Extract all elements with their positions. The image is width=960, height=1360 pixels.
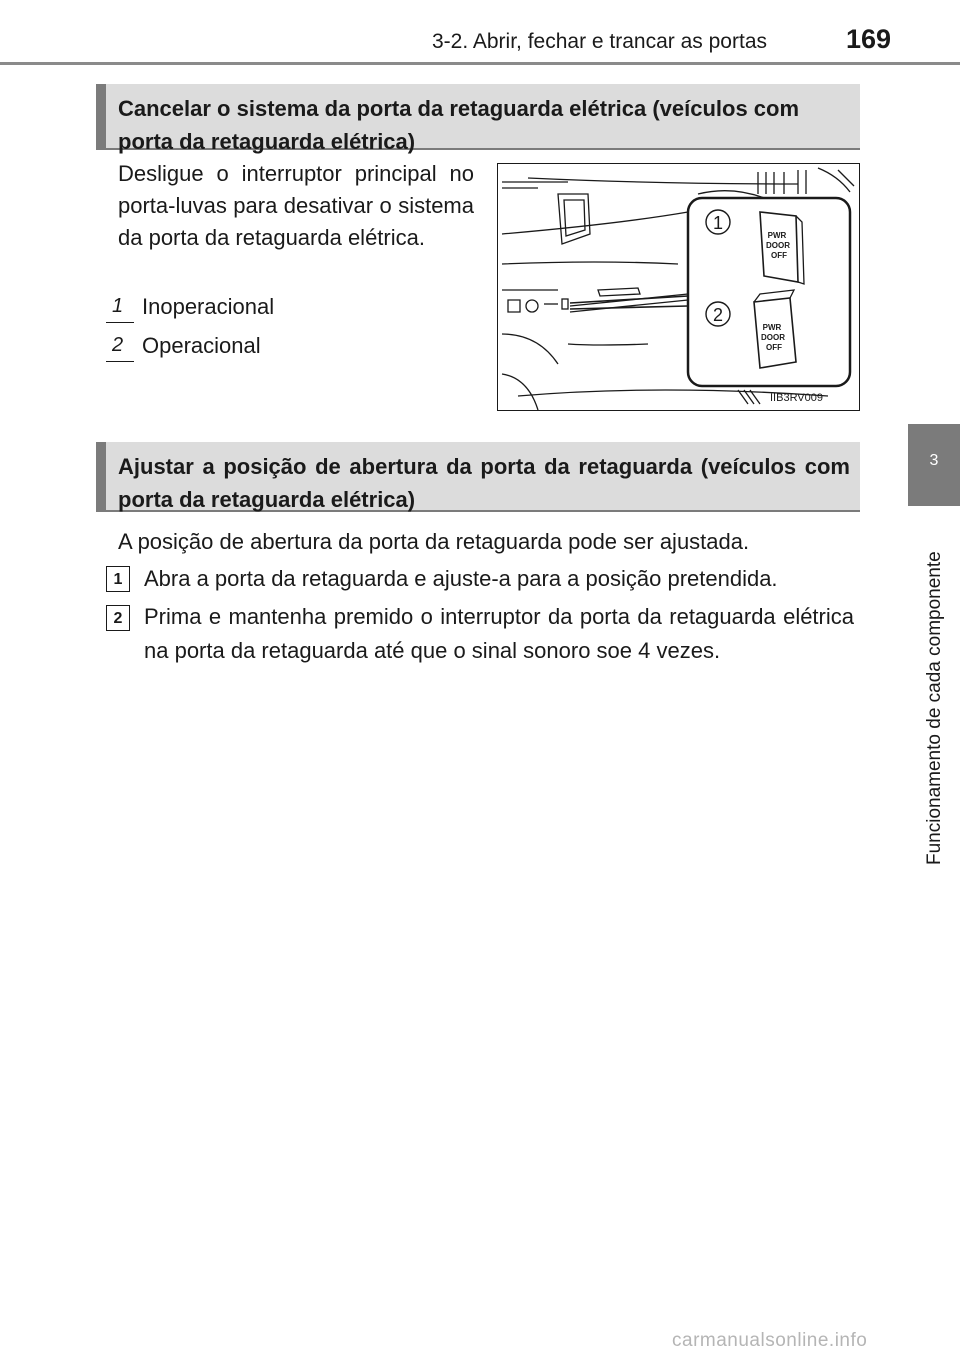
dashboard-drawing <box>498 164 860 411</box>
section-heading-cancel: Cancelar o sistema da porta da retaguarda elétrica (veículos com porta da retaguarda elétrica) <box>96 84 860 150</box>
switch2-line3: OFF <box>766 343 782 352</box>
illustration-code: IIB3RV009 <box>770 392 824 404</box>
switch2-line1: PWR <box>762 323 782 332</box>
page-number: 169 <box>846 24 892 54</box>
item-number-2: 2 <box>112 334 124 356</box>
section-heading-adjust: Ajustar a posição de abertura da porta da retaguarda (veículos com porta da retaguarda elétrica) <box>96 442 860 512</box>
step-text-1: Abra a porta da retaguarda e ajuste-a para a posição pretendida. <box>144 566 778 591</box>
switch1-line3: OFF <box>771 251 787 260</box>
switch1-line2: DOOR <box>766 241 790 250</box>
footer-watermark: carmanualsonline.info <box>672 1330 868 1351</box>
item-text-inoperacional: Inoperacional <box>142 294 275 319</box>
switch2-line2: DOOR <box>761 333 785 342</box>
callout-2: 2 <box>712 305 724 325</box>
section1-paragraph: Desligue o interruptor principal no porta-luvas para desativar o sistema da porta da retaguarda elétrica. <box>118 161 474 250</box>
section2-intro: A posição de abertura da porta da retaguarda pode ser ajustada. <box>118 529 750 554</box>
running-header: 3-2. Abrir, fechar e trancar as portas <box>432 30 767 53</box>
glovebox-switch-illustration <box>497 163 860 411</box>
chapter-label-text: Funcionamento de cada componente <box>924 551 945 865</box>
item-number-1-underline <box>106 322 134 323</box>
item-number-2-underline <box>106 361 134 362</box>
step-text-2: Prima e mantenha premido o interruptor da porta da retaguarda elétrica na porta da retaguarda até que o sinal sonoro soe 4 vezes. <box>144 604 854 663</box>
step-number-2: 2 <box>106 605 130 631</box>
item-number-1: 1 <box>112 295 124 317</box>
callout-1: 1 <box>712 213 724 233</box>
step-number-1: 1 <box>106 566 130 592</box>
switch1-line1: PWR <box>767 231 787 240</box>
chapter-tab: 3 <box>908 424 960 506</box>
item-text-operacional: Operacional <box>142 333 261 358</box>
header-rule <box>0 62 960 65</box>
